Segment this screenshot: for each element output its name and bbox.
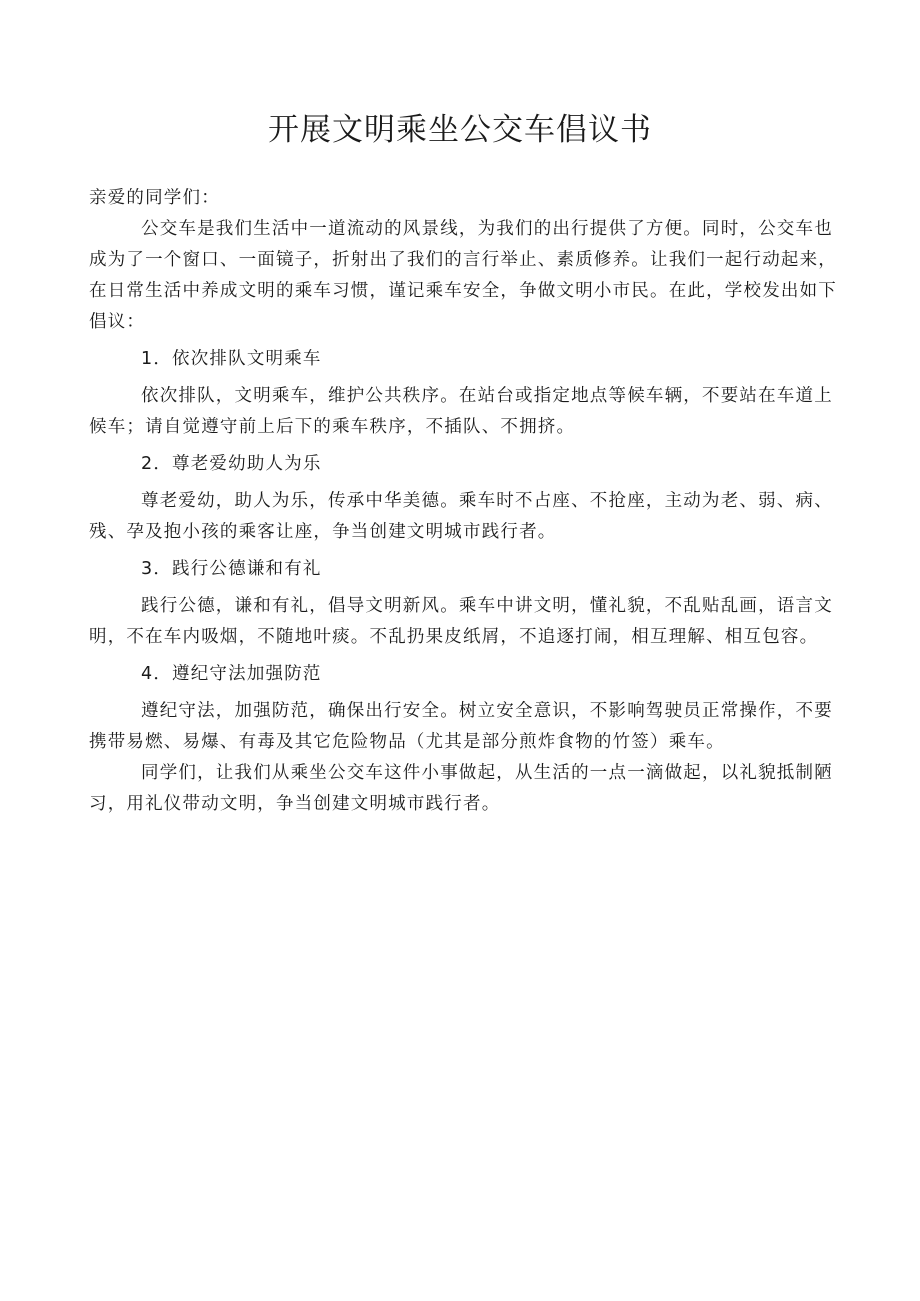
document-body — [89, 183, 841, 820]
section-text-2: 尊老爱幼，助人为乐，传承中华美德。乘车时不占座、不抢座，主动为老、弱、病、残、孕及抱小孩的乘客让座，争当创建文明城市践行者。 — [89, 491, 833, 542]
intro-paragraph: 公交车是我们生活中一道流动的风景线，为我们的出行提供了方便。同时，公交车也成为了一个窗口、一面镜子，折射出了我们的言行举止、素质修养。让我们一起行动起来，在日常生活中养成文明的乘车习惯，谨记乘车安全，争做文明小市民。在此，学校发出如下倡议： — [89, 219, 837, 332]
closing-paragraph: 同学们，让我们从乘坐公交车这件小事做起，从生活的一点一滴做起，以礼貌抵制陋习，用礼仪带动文明，争当创建文明城市践行者。 — [89, 763, 833, 814]
section-text-3: 践行公德，谦和有礼，倡导文明新风。乘车中讲文明，懂礼貌，不乱贴乱画，语言文明，不在车内吸烟，不随地叶痰。不乱扔果皮纸屑，不追逐打闹，相互理解、相互包容。 — [89, 596, 833, 647]
section-text-1: 依次排队，文明乘车，维护公共秩序。在站台或指定地点等候车辆，不要站在车道上候车；请自觉遵守前上后下的乘车秩序，不插队、不拥挤。 — [89, 386, 833, 437]
section-heading-3: 3．践行公德谦和有礼 — [141, 559, 322, 579]
section-heading-1: 1．依次排队文明乘车 — [141, 349, 322, 369]
section-text-4: 遵纪守法，加强防范，确保出行安全。树立安全意识，不影响驾驶员正常操作，不要携带易燃、易爆、有毒及其它危险物品（尤其是部分煎炸食物的竹签）乘车。 — [89, 701, 833, 752]
section-heading-4: 4．遵纪守法加强防范 — [141, 664, 322, 684]
salutation: 亲爱的同学们： — [89, 188, 220, 208]
document-title: 开展文明乘坐公交车倡议书 — [268, 112, 652, 148]
section-heading-2: 2．尊老爱幼助人为乐 — [141, 454, 322, 474]
